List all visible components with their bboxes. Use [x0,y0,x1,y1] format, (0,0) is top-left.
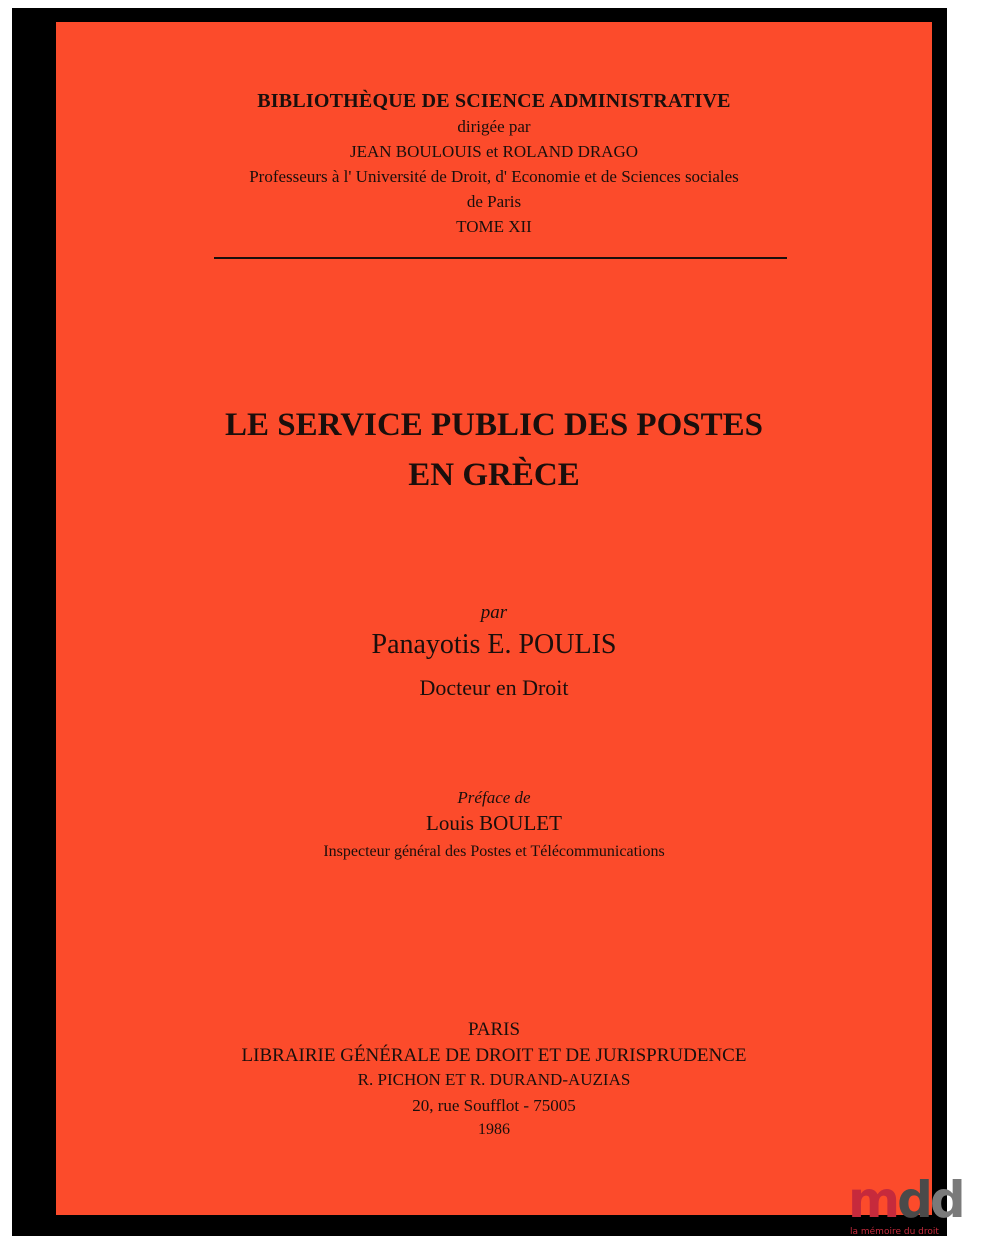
mdd-logo [848,1171,963,1243]
publisher-name: LIBRAIRIE GÉNÉRALE DE DROIT ET DE JURISPRUDENCE [241,1045,747,1066]
series-volume: TOME XII [456,217,532,236]
divider-rule [214,257,787,259]
series-affiliation: Professeurs à l' Université de Droit, d' Economie et de Sciences sociales [249,167,739,186]
mdd-logo-mark: mdd [848,1171,963,1229]
series-title: BIBLIOTHÈQUE DE SCIENCE ADMINISTRATIVE [257,90,731,112]
preface-label: Préface de [457,788,531,807]
mdd-logo-caption: la mémoire du droit [850,1227,939,1237]
book-cover [56,22,932,1215]
preface-author: Louis BOULET [426,811,562,835]
publication-year: 1986 [478,1121,510,1138]
publisher-distributors: R. PICHON ET R. DURAND-AUZIAS [357,1070,631,1089]
series-affiliation-city: de Paris [466,192,522,211]
book-title-line2: EN GRÈCE [408,457,580,493]
author-role: Docteur en Droit [419,675,569,700]
book-title-line1: LE SERVICE PUBLIC DES POSTES [224,407,763,443]
publisher-city: PARIS [467,1019,521,1040]
series-directors: JEAN BOULOUIS et ROLAND DRAGO [349,142,639,161]
author-name: Panayotis E. POULIS [371,629,617,660]
series-directed-by: dirigée par [457,117,531,136]
author-by: par [480,602,508,623]
preface-author-role: Inspecteur général des Postes et Télécommunications [323,843,665,860]
publisher-address: 20, rue Soufflot - 75005 [412,1096,576,1115]
